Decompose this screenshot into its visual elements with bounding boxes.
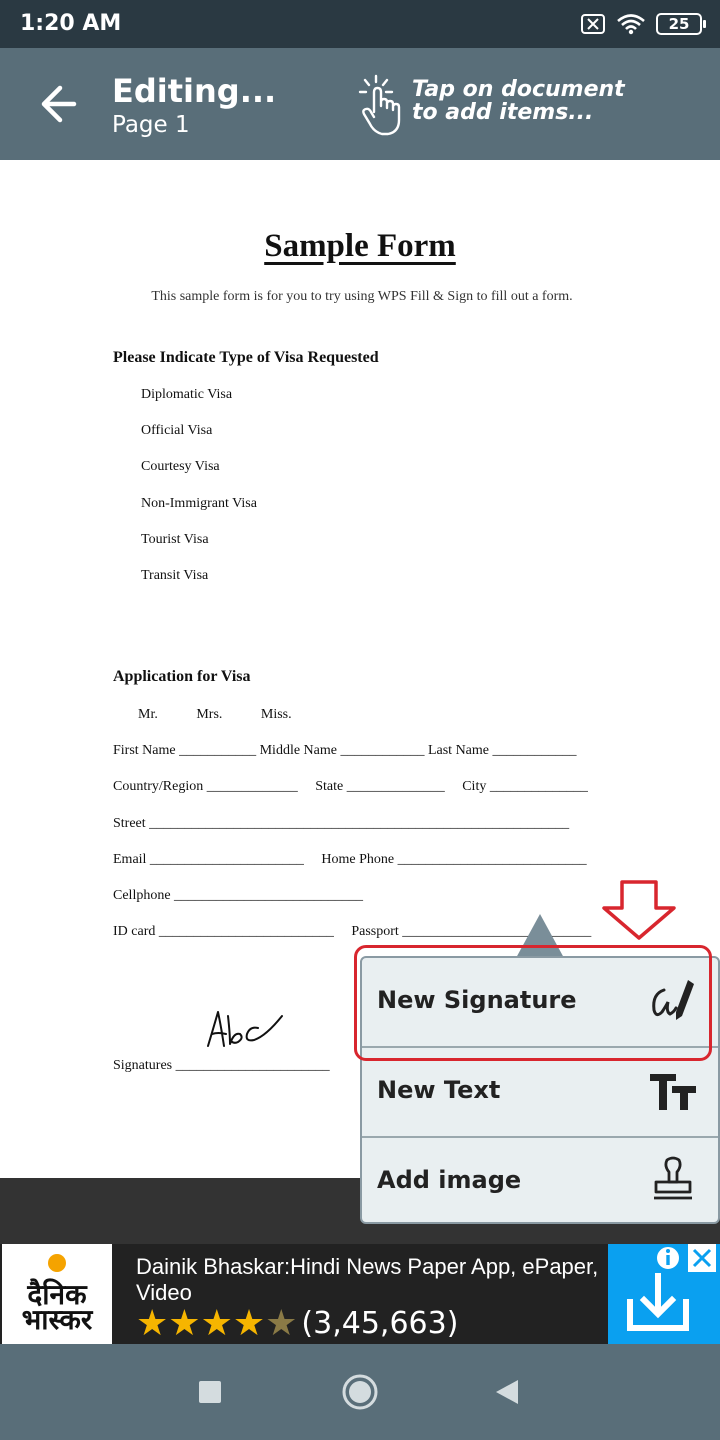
star-icon: ★ [136,1302,169,1343]
ad-logo-line1: दैनिक [27,1278,87,1311]
battery-level: 25 [668,15,690,33]
navigation-bar [0,1344,720,1440]
ad-info-icon[interactable] [654,1244,682,1272]
visa-type-item[interactable]: Non-Immigrant Visa [141,496,257,511]
new-signature-highlight [354,945,712,1061]
download-icon [624,1272,692,1334]
ad-logo-text [2,1278,112,1336]
visa-type-item[interactable]: Transit Visa [141,568,209,583]
ad-app-logo[interactable] [2,1244,112,1344]
back-arrow-icon[interactable] [30,78,90,130]
wifi-icon [616,13,646,35]
visa-type-item[interactable]: Diplomatic Visa [141,387,233,402]
add-image-option[interactable] [362,1136,718,1224]
tap-hint [412,78,625,124]
visa-heading: Please Indicate Type of Visa Requested [113,349,379,366]
back-triangle-icon[interactable] [488,1372,528,1412]
star-icon: ★ [232,1302,266,1343]
home-circle-icon[interactable] [340,1372,380,1412]
visa-type-item[interactable]: Tourist Visa [141,532,209,547]
form-intro: This sample form is for you to try using WPS Fill & Sign to fill out a form. [151,289,573,304]
email-phone-fields[interactable]: Email ______________________ Home Phone ___________________________ [113,852,587,867]
form-title: Sample Form [264,228,456,264]
status-bar [0,0,720,48]
ad-banner[interactable] [0,1244,720,1344]
menu-item-label: New Signature [377,986,577,1014]
status-time: 1:20 AM [20,11,122,36]
cellphone-field[interactable]: Cellphone ___________________________ [113,888,364,903]
signatures-field[interactable]: Signatures ______________________ [113,1058,330,1073]
ad-rating-count: (3,45,663) [301,1305,459,1341]
star-icon: ★ [168,1302,201,1343]
tap-hint-line2: to add items... [412,100,594,125]
stamp-icon [648,1156,698,1206]
star-icon: ★ [200,1302,233,1343]
id-passport-fields[interactable]: ID card _________________________ Passport ___________________________ [113,924,592,939]
ad-rating [136,1302,459,1343]
menu-item-label: Add image [377,1166,522,1194]
ad-logo-line2: भास्कर [21,1303,93,1336]
battery-icon [656,13,702,35]
signature-scribble[interactable] [204,1006,288,1054]
ad-close-icon[interactable] [688,1244,716,1272]
page-title: Editing... [112,72,277,110]
salutation-options[interactable]: Mr. Mrs. Miss. [138,707,292,722]
sun-icon [44,1250,70,1276]
region-fields[interactable]: Country/Region _____________ State ______________ City ______________ [113,779,588,794]
visa-type-item[interactable]: Official Visa [141,423,213,438]
page-subtitle: Page 1 [112,112,190,138]
menu-item-label: New Text [377,1076,501,1104]
app-bar [0,48,720,160]
street-field[interactable]: Street ____________________________________________________________ [113,816,570,831]
tap-hint-line1: Tap on document [412,77,625,102]
name-fields[interactable]: First Name ___________ Middle Name ____________ Last Name ____________ [113,743,577,758]
status-icons [580,12,702,36]
application-heading: Application for Visa [113,668,251,685]
tap-hand-icon [356,72,404,136]
recents-square-icon[interactable] [190,1372,230,1412]
half-star-icon: ★ [265,1302,298,1343]
text-size-icon [648,1066,698,1116]
down-arrow-annotation-icon [600,878,678,942]
visa-type-item[interactable]: Courtesy Visa [141,459,220,474]
ad-title[interactable]: Dainik Bhaskar:Hindi News Paper App, ePaper, Video [136,1254,599,1305]
sim-off-icon [580,13,606,35]
